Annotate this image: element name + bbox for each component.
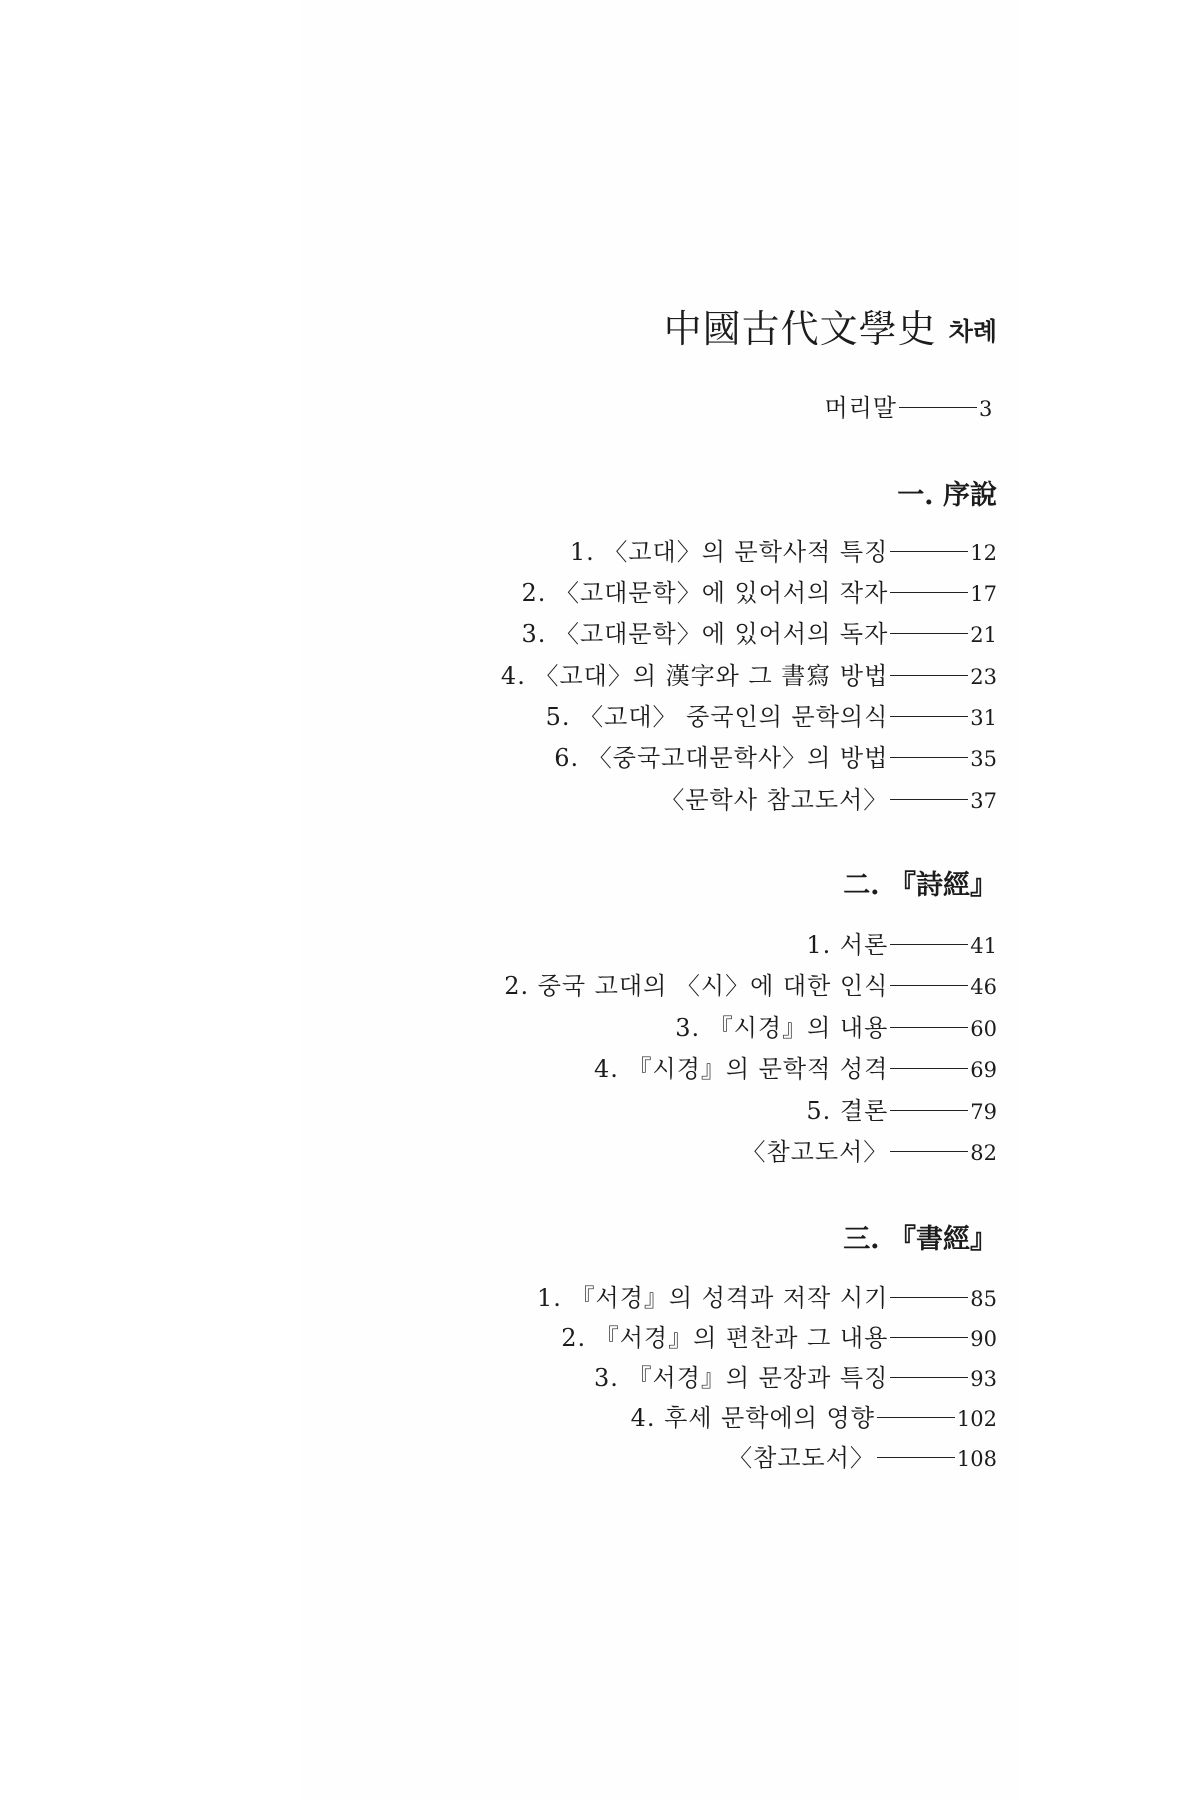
toc-entry [806, 1096, 997, 1127]
entry-page: 82 [970, 1141, 997, 1165]
leader-dash [890, 551, 968, 552]
toc-entry [521, 619, 997, 650]
entry-page: 37 [970, 789, 997, 813]
entry-label: 5. 결론 [806, 1097, 889, 1125]
entry-label: 〈참고도서〉 [728, 1444, 875, 1472]
entry-label: 3. 〈고대문학〉에 있어서의 독자 [521, 620, 889, 648]
section-heading-1: 一. 序說 [897, 480, 997, 511]
entry-label: 〈문학사 참고도서〉 [660, 786, 889, 814]
leader-dash [877, 1417, 955, 1418]
leader-dash [877, 1457, 955, 1458]
toc-entry [675, 1013, 997, 1044]
section-heading-3: 三. 『書經』 [843, 1224, 997, 1255]
entry-label: 2. 중국 고대의 〈시〉에 대한 인식 [504, 972, 889, 1000]
entry-label: 4. 『시경』의 문학적 성격 [594, 1055, 889, 1083]
entry-page: 23 [970, 665, 997, 689]
toc-entry [504, 971, 997, 1002]
leader-dash [890, 757, 968, 758]
leader-dash [890, 799, 968, 800]
entry-page: 102 [956, 1407, 997, 1431]
toc-entry [728, 1443, 997, 1474]
entry-label: 3. 『시경』의 내용 [675, 1014, 889, 1042]
entry-page: 93 [970, 1367, 997, 1391]
leader-dash [890, 1110, 968, 1111]
page-title [664, 298, 997, 353]
title-hangul: 차례 [948, 317, 997, 346]
entry-label: 2. 『서경』의 편찬과 그 내용 [561, 1324, 889, 1352]
entry-label: 머리말 [824, 394, 897, 422]
entry-label: 2. 〈고대문학〉에 있어서의 작자 [521, 579, 889, 607]
toc-entry [501, 661, 997, 692]
leader-dash [890, 1297, 968, 1298]
leader-dash [890, 716, 968, 717]
entry-label: 6. 〈중국고대문학사〉의 방법 [554, 744, 889, 772]
entry-page: 41 [970, 934, 997, 958]
leader-dash [890, 985, 968, 986]
toc-entry [537, 1283, 997, 1314]
toc-entry [554, 743, 997, 774]
entry-page: 60 [970, 1017, 997, 1041]
entry-page: 3 [979, 397, 993, 421]
leader-dash [890, 1377, 968, 1378]
leader-dash [890, 633, 968, 634]
entry-page: 31 [970, 706, 997, 730]
entry-label: 4. 〈고대〉의 漢字와 그 書寫 방법 [500, 662, 889, 690]
title-hanja: 中國古代文學史 [663, 307, 937, 351]
entry-page: 90 [970, 1327, 997, 1351]
entry-label: 4. 후세 문학에의 영향 [630, 1404, 875, 1432]
leader-dash [899, 407, 977, 408]
leader-dash [890, 1151, 968, 1152]
entry-page: 35 [970, 747, 997, 771]
toc-entry [561, 1323, 997, 1354]
entry-page: 21 [970, 623, 997, 647]
toc-entry [660, 785, 997, 816]
toc-entry-preface [824, 393, 997, 424]
section-heading-2: 二. 『詩經』 [843, 870, 997, 901]
entry-page: 108 [956, 1447, 997, 1471]
toc-entry [570, 537, 997, 568]
entry-page: 12 [970, 541, 997, 565]
entry-page: 69 [970, 1058, 997, 1082]
entry-page: 17 [970, 582, 997, 606]
entry-label: 1. 〈고대〉의 문학사적 특징 [569, 538, 889, 566]
leader-dash [890, 592, 968, 593]
toc-entry [806, 930, 997, 961]
leader-dash [890, 1068, 968, 1069]
entry-page: 79 [970, 1100, 997, 1124]
toc-entry [742, 1137, 997, 1168]
entry-label: 3. 『서경』의 문장과 특징 [594, 1364, 889, 1392]
entry-label: 5. 〈고대〉 중국인의 문학의식 [545, 703, 889, 731]
leader-dash [890, 1027, 968, 1028]
entry-page: 46 [970, 975, 997, 999]
toc-entry [594, 1054, 997, 1085]
toc-entry [594, 1363, 997, 1394]
entry-page: 85 [970, 1287, 997, 1311]
leader-dash [890, 1337, 968, 1338]
toc-entry [521, 578, 997, 609]
toc-entry [631, 1403, 997, 1434]
toc-entry [546, 702, 997, 733]
entry-label: 〈참고도서〉 [741, 1138, 889, 1166]
entry-label: 1. 『서경』의 성격과 저작 시기 [537, 1284, 889, 1312]
leader-dash [890, 675, 968, 676]
entry-label: 1. 서론 [806, 931, 889, 959]
leader-dash [890, 944, 968, 945]
